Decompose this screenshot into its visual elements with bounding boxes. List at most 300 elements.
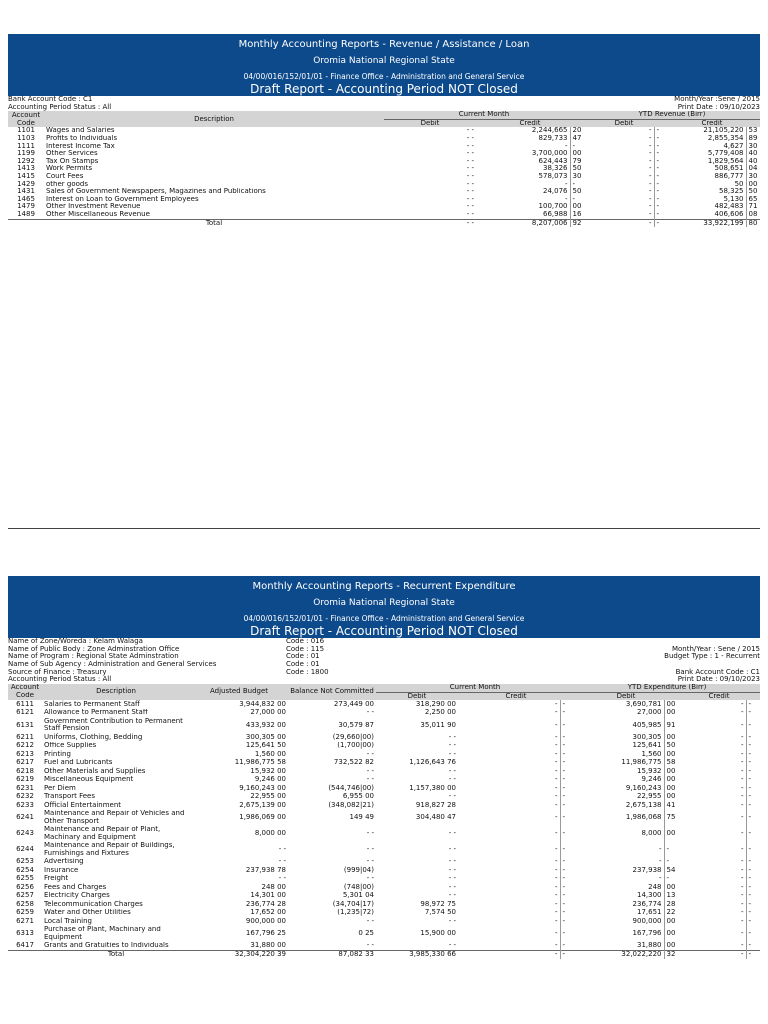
row-ytd-debit: - (648, 188, 652, 196)
row-cm-debit: - - (466, 142, 474, 150)
row-ytd-credit: 406,606 (714, 210, 744, 218)
row-balance: - - (366, 829, 374, 838)
row-ytd-credit: - (740, 792, 744, 801)
row-ytd-debit-cents: - (654, 165, 664, 173)
col-cm-credit: Credit (458, 692, 574, 700)
row-ytd-credit: - (740, 866, 744, 874)
revenue-meta (8, 96, 760, 111)
meta-row (8, 676, 760, 684)
row-ytd-debit-cents: 75 (664, 810, 678, 826)
row-cm-credit-cents: - (570, 196, 584, 204)
row-ytd-debit: 27,000 (637, 708, 662, 717)
report-subtitle: Oromia National Regional State (313, 56, 455, 66)
row-adjusted-budget: 14,301 00 (250, 891, 286, 900)
table-row (8, 181, 760, 189)
meta-code: Code : 01 (286, 652, 320, 661)
meta-row (8, 661, 760, 669)
row-cm-credit: - (554, 845, 558, 854)
row-ytd-credit-cents: - (746, 866, 760, 875)
row-cm-credit: 3,700,000 (531, 150, 568, 158)
row-ytd-credit: 482,483 (714, 203, 744, 211)
row-ytd-debit-cents: 50 (664, 742, 678, 751)
row-ytd-credit: - (740, 767, 744, 775)
row-ytd-credit: 1,829,564 (707, 157, 744, 165)
row-code: 6218 (16, 767, 34, 775)
row-cm-debit: - - (448, 733, 456, 741)
row-code: 6233 (16, 801, 34, 809)
row-description: Electricity Charges (44, 891, 110, 900)
row-ytd-debit: 236,774 (632, 900, 662, 908)
row-ytd-credit-cents: - (746, 917, 760, 926)
row-ytd-debit: - (648, 165, 652, 173)
row-ytd-credit-cents: - (746, 709, 760, 718)
report-title: Monthly Accounting Reports - Revenue / Assistance / Loan (238, 39, 530, 50)
row-description: Telecommunication Charges (44, 900, 143, 908)
row-cm-credit-cents: - (560, 784, 574, 793)
row-cm-credit-cents: - (570, 181, 584, 189)
row-description: Transport Fees (44, 792, 95, 801)
row-cm-credit: - (554, 775, 558, 784)
row-cm-debit: - - (466, 203, 474, 211)
table-row (8, 793, 760, 802)
row-cm-credit: 100,700 (538, 203, 568, 211)
row-ytd-credit-cents: 04 (746, 165, 760, 173)
table-row (8, 188, 760, 196)
row-ytd-debit: 17,651 (637, 908, 662, 917)
row-ytd-debit: - (658, 874, 662, 883)
row-cm-credit: 829,733 (538, 134, 568, 142)
row-ytd-debit: 237,938 (632, 866, 662, 874)
row-cm-credit: - (554, 866, 558, 874)
row-cm-credit: - (564, 142, 568, 150)
col-code: Code (8, 119, 44, 127)
row-cm-debit: - - (448, 845, 456, 854)
row-cm-debit: 35,011 90 (420, 720, 456, 729)
row-code: 1431 (17, 188, 35, 196)
report-code-line: 04/00/016/152/01/01 - Finance Office - Administration and General Service (243, 614, 525, 623)
report-code-line: 04/00/016/152/01/01 - Finance Office - Administration and General Service (243, 72, 525, 81)
row-cm-credit-cents: - (560, 826, 574, 842)
row-ytd-debit: 1,560 (641, 750, 662, 758)
col-balance: Balance Not Committed (288, 684, 376, 700)
col-description: Description (42, 684, 190, 700)
row-ytd-debit: - (648, 210, 652, 218)
row-description: Per Diem (44, 784, 76, 792)
row-ytd-credit: 50 (734, 180, 744, 188)
row-cm-debit: - - (466, 210, 474, 218)
row-code: 1465 (17, 195, 35, 203)
row-ytd-debit-cents: 58 (664, 759, 678, 768)
row-ytd-credit-cents: - (746, 842, 760, 858)
row-adjusted-budget: 236,774 28 (245, 900, 286, 908)
row-ytd-credit-cents: - (746, 733, 760, 742)
row-cm-debit: - - (448, 829, 456, 838)
row-ytd-credit: 58,325 (719, 188, 744, 196)
row-cm-credit-cents: - (560, 875, 574, 884)
row-code: 6111 (16, 700, 34, 708)
table-row (8, 858, 760, 867)
row-ytd-credit-cents: - (746, 950, 760, 959)
row-cm-debit: 98,972 75 (420, 900, 456, 908)
row-balance: (34,704|17) (332, 900, 374, 908)
table-row (8, 700, 760, 709)
row-cm-credit: - (554, 741, 558, 750)
row-cm-debit: - - (448, 917, 456, 925)
row-ytd-credit: - (740, 883, 744, 891)
table-row (8, 211, 760, 219)
table-row (8, 842, 760, 858)
row-cm-debit: - - (448, 891, 456, 900)
row-description: Printing (44, 750, 71, 758)
row-cm-credit: 24,076 (543, 188, 568, 196)
row-cm-credit: - (554, 792, 558, 801)
row-cm-credit-cents: - (560, 900, 574, 909)
row-ytd-credit-cents: - (746, 900, 760, 909)
col-ytd-debit: Debit (574, 692, 678, 700)
row-cm-credit-cents: - (560, 750, 574, 759)
month-year: Month/Year :Sene / 2015 (674, 95, 760, 103)
row-ytd-debit: 248 (648, 883, 662, 891)
row-ytd-credit-cents: - (746, 883, 760, 892)
table-row (8, 158, 760, 166)
row-cm-credit-cents: 00 (570, 203, 584, 211)
row-cm-credit-cents: - (560, 742, 574, 751)
row-ytd-credit-cents: - (746, 826, 760, 842)
print-date: Print Date : 09/10/2023 (677, 102, 760, 111)
row-ytd-debit-cents: 00 (664, 776, 678, 785)
row-cm-credit: - (554, 700, 558, 708)
row-ytd-debit: 900,000 (632, 917, 662, 925)
row-cm-debit: - - (466, 172, 474, 180)
col-current-month: Current Month (384, 111, 584, 119)
row-cm-credit-cents: 47 (570, 135, 584, 143)
row-cm-credit: - (554, 891, 558, 900)
table-row (8, 883, 760, 892)
row-ytd-debit: 3,690,781 (625, 700, 662, 708)
row-cm-credit-cents: 20 (570, 127, 584, 135)
col-current-month: Current Month (376, 684, 574, 692)
col-ytd-credit: Credit (664, 119, 760, 127)
revenue-banner (8, 34, 760, 96)
row-cm-debit: - - (448, 866, 456, 874)
row-adjusted-budget: 248 00 (261, 883, 286, 891)
row-balance: - - (366, 767, 374, 775)
row-code: 6131 (16, 720, 34, 729)
table-row (8, 196, 760, 204)
row-ytd-debit-cents: 00 (664, 709, 678, 718)
row-cm-credit-cents: - (560, 883, 574, 892)
row-adjusted-budget: 1,560 00 (254, 750, 286, 758)
row-ytd-credit: - (740, 857, 744, 866)
meta-row (8, 669, 760, 677)
total-row (8, 219, 760, 227)
row-cm-credit: - (554, 883, 558, 891)
row-cm-credit-cents: - (560, 733, 574, 742)
row-ytd-credit: - (740, 775, 744, 784)
row-ytd-credit: - (740, 700, 744, 708)
row-ytd-credit: - (740, 874, 744, 883)
row-cm-credit-cents: - (560, 801, 574, 810)
meta-left: Accounting Period Status : All (8, 675, 112, 684)
row-description: Maintenance and Repair of Plant, Machinary and Equipment (44, 825, 161, 841)
row-ytd-credit: 2,855,354 (707, 134, 744, 142)
row-balance: 87,082 33 (288, 950, 376, 959)
row-balance: - - (366, 941, 374, 950)
row-total-label: Total (42, 950, 190, 959)
table-row (8, 900, 760, 909)
row-adjusted-budget: 237,938 78 (245, 866, 286, 874)
row-description: Government Contribution to Permanent Staff Pension (44, 717, 183, 733)
table-row (8, 942, 760, 951)
row-cm-debit: - - (466, 188, 474, 196)
expenditure-table (8, 684, 760, 959)
row-ytd-credit: - (740, 917, 744, 925)
row-code: 6255 (16, 874, 34, 883)
meta-code: Code : 01 (286, 660, 320, 669)
row-description: Other Materials and Supplies (44, 767, 146, 775)
row-code: 6213 (16, 750, 34, 758)
row-adjusted-budget: - - (278, 845, 286, 854)
row-ytd-debit: - (648, 195, 652, 203)
meta-left: Source of Finance : Treasury (8, 667, 107, 676)
row-ytd-credit: 5,130 (723, 195, 744, 203)
row-ytd-debit-cents: - (664, 842, 678, 858)
row-ytd-debit: 167,796 (632, 929, 662, 938)
row-adjusted-budget: 27,000 00 (250, 708, 286, 717)
row-description: Fees and Charges (44, 883, 107, 891)
row-cm-debit: 1,157,380 00 (409, 784, 456, 792)
row-ytd-credit-cents: - (746, 784, 760, 793)
row-description: Salaries to Permanent Staff (44, 700, 140, 708)
revenue-report (8, 34, 760, 227)
row-cm-credit-cents: - (560, 842, 574, 858)
row-ytd-credit: - (740, 891, 744, 900)
meta-code: Code : 016 (286, 637, 325, 645)
row-ytd-debit: 405,985 (632, 720, 662, 729)
row-ytd-debit-cents: 00 (664, 883, 678, 892)
row-ytd-credit-cents: - (746, 926, 760, 942)
meta-left: Name of Zone/Woreda : Kelam Walaga (8, 637, 143, 645)
row-description: Freight (44, 874, 69, 883)
row-cm-credit-cents: - (560, 759, 574, 768)
row-ytd-debit: - (648, 134, 652, 142)
row-code: 6241 (16, 813, 34, 822)
meta-left: Name of Program : Regional State Adminstration (8, 652, 179, 661)
row-ytd-debit: - (648, 150, 652, 158)
page-divider (8, 528, 760, 529)
row-ytd-debit: - (648, 180, 652, 188)
row-description: Wages and Salaries (46, 127, 115, 135)
row-code: 1415 (17, 172, 35, 180)
row-code: 6217 (16, 758, 34, 767)
row-cm-debit: 2,250 00 (424, 708, 456, 717)
row-ytd-credit: - (740, 801, 744, 809)
row-code: 6313 (16, 929, 34, 938)
row-cm-credit: - (554, 733, 558, 741)
row-description: Insurance (44, 866, 79, 874)
row-code: 6219 (16, 775, 34, 784)
col-ytd-credit: Credit (678, 692, 760, 700)
row-balance: (544,746|00) (328, 784, 374, 792)
row-cm-debit: 304,480 47 (415, 813, 456, 822)
row-cm-credit: - (554, 929, 558, 938)
row-adjusted-budget: - - (278, 857, 286, 866)
row-cm-credit-cents: - (560, 717, 574, 733)
row-cm-credit: - (554, 750, 558, 758)
row-ytd-credit: 33,922,199 (664, 219, 746, 227)
table-row (8, 810, 760, 826)
row-description: Miscellaneous Equipment (44, 775, 134, 784)
row-code (8, 950, 42, 959)
row-ytd-debit-cents: 28 (664, 900, 678, 909)
row-ytd-credit-cents: - (746, 776, 760, 785)
row-ytd-credit-cents: - (746, 750, 760, 759)
row-ytd-debit-cents: - (664, 858, 678, 867)
row-code: 6271 (16, 917, 34, 925)
row-cm-credit-cents: - (560, 909, 574, 918)
table-row (8, 875, 760, 884)
row-ytd-credit: - (740, 720, 744, 729)
row-cm-credit-cents: 30 (570, 173, 584, 181)
row-cm-credit: - (554, 900, 558, 908)
report-subtitle: Oromia National Regional State (313, 598, 455, 608)
table-row (8, 767, 760, 776)
col-ytd: YTD Expenditure (Birr) (574, 684, 760, 692)
row-ytd-credit: 21,105,220 (703, 127, 744, 135)
table-row (8, 717, 760, 733)
row-balance: 149 49 (349, 813, 374, 822)
row-ytd-credit-cents: 80 (746, 219, 760, 227)
row-ytd-credit-cents: - (746, 742, 760, 751)
row-adjusted-budget: 125,641 50 (245, 741, 286, 750)
row-cm-credit-cents: - (560, 866, 574, 875)
row-ytd-debit-cents: 54 (664, 866, 678, 875)
row-adjusted-budget: 22,955 00 (250, 792, 286, 801)
row-cm-credit: 66,988 (543, 210, 568, 218)
meta-code: Code : 1800 (286, 667, 329, 676)
col-description: Description (44, 111, 384, 127)
total-row (8, 950, 760, 959)
row-cm-credit-cents: - (570, 143, 584, 151)
row-description: Work Permits (46, 165, 93, 173)
row-cm-credit: - (554, 941, 558, 950)
row-ytd-debit-cents: 00 (664, 784, 678, 793)
row-ytd-credit-cents: - (746, 801, 760, 810)
row-cm-debit: 1,126,643 76 (409, 758, 456, 767)
row-description: Interest Income Tax (46, 142, 115, 150)
meta-left: Name of Public Body : Zone Adminstration Office (8, 644, 180, 653)
row-code: 6258 (16, 900, 34, 908)
row-cm-credit: - (554, 708, 558, 717)
row-cm-debit: - - (384, 219, 476, 227)
row-adjusted-budget: 433,932 00 (245, 720, 286, 729)
row-balance: 273,449 00 (333, 700, 374, 708)
row-ytd-credit-cents: - (746, 892, 760, 901)
row-balance: 6,955 00 (342, 792, 374, 801)
bank-account-code: Bank Account Code : C1 (8, 95, 93, 103)
row-ytd-debit: 11,986,775 (621, 758, 662, 767)
col-code: Code (8, 692, 42, 700)
row-cm-debit: 7,574 50 (424, 908, 456, 917)
row-cm-debit: 918,827 28 (415, 801, 456, 809)
row-code: 1413 (17, 165, 35, 173)
table-row (8, 127, 760, 135)
row-ytd-debit-cents: 00 (664, 942, 678, 951)
row-balance: (1,235|72) (337, 908, 374, 917)
table-row (8, 801, 760, 810)
row-cm-credit-cents: 79 (570, 158, 584, 166)
row-ytd-debit: 125,641 (632, 741, 662, 750)
row-cm-credit: - (554, 801, 558, 809)
row-description: Fuel and Lubricants (44, 758, 113, 767)
table-row (8, 892, 760, 901)
row-ytd-debit-cents: 91 (664, 717, 678, 733)
row-description: Other Miscellaneous Revenue (46, 210, 150, 218)
row-adjusted-budget: 3,944,832 00 (239, 700, 286, 708)
row-adjusted-budget: 31,880 00 (250, 941, 286, 950)
row-ytd-credit: 886,777 (714, 172, 744, 180)
row-ytd-credit-cents: 30 (746, 143, 760, 151)
row-cm-credit: 2,244,665 (531, 127, 568, 135)
row-cm-credit-cents: - (560, 776, 574, 785)
row-code: 6417 (16, 941, 34, 950)
table-row (8, 709, 760, 718)
row-cm-debit: - - (448, 750, 456, 758)
row-ytd-debit-cents: - (654, 135, 664, 143)
row-ytd-credit: - (740, 750, 744, 758)
row-ytd-credit-cents: - (746, 700, 760, 709)
row-cm-debit: - - (466, 134, 474, 142)
row-adjusted-budget: 2,675,139 00 (239, 801, 286, 809)
row-cm-credit: - (554, 720, 558, 729)
row-cm-credit: - (554, 767, 558, 775)
row-ytd-debit: 2,675,138 (625, 801, 662, 809)
row-cm-credit-cents: 16 (570, 211, 584, 219)
row-cm-credit: - (564, 195, 568, 203)
row-ytd-credit-cents: 53 (746, 127, 760, 135)
row-ytd-debit-cents: - (654, 181, 664, 189)
row-code: 6244 (16, 845, 34, 854)
table-row (8, 917, 760, 926)
row-ytd-debit: 9,246 (641, 775, 662, 784)
row-description: Tax On Stamps (46, 157, 99, 165)
row-ytd-credit: - (740, 900, 744, 908)
row-ytd-debit: 22,955 (637, 792, 662, 801)
row-code: 6211 (16, 733, 34, 741)
row-cm-credit: 578,073 (538, 172, 568, 180)
row-code: 1101 (17, 127, 35, 135)
row-description: Water and Other Utilities (44, 908, 131, 917)
table-row (8, 866, 760, 875)
row-ytd-debit: 31,880 (637, 941, 662, 950)
row-code (8, 219, 44, 227)
row-cm-debit: 318,290 00 (415, 700, 456, 708)
row-code: 1489 (17, 210, 35, 218)
row-ytd-credit-cents: - (746, 858, 760, 867)
row-code: 1199 (17, 150, 35, 158)
row-adjusted-budget: - - (278, 874, 286, 883)
row-description: Other Investment Revenue (46, 203, 141, 211)
row-ytd-debit-cents: - (654, 196, 664, 204)
row-adjusted-budget: 300,305 00 (245, 733, 286, 741)
row-code: 6253 (16, 857, 34, 866)
row-ytd-debit: 15,932 (637, 767, 662, 775)
row-balance: - - (366, 750, 374, 758)
row-balance: - - (366, 775, 374, 784)
row-balance: (1,700|00) (337, 741, 374, 750)
row-cm-debit: - - (448, 857, 456, 866)
meta-right: Print Date : 09/10/2023 (677, 675, 760, 684)
